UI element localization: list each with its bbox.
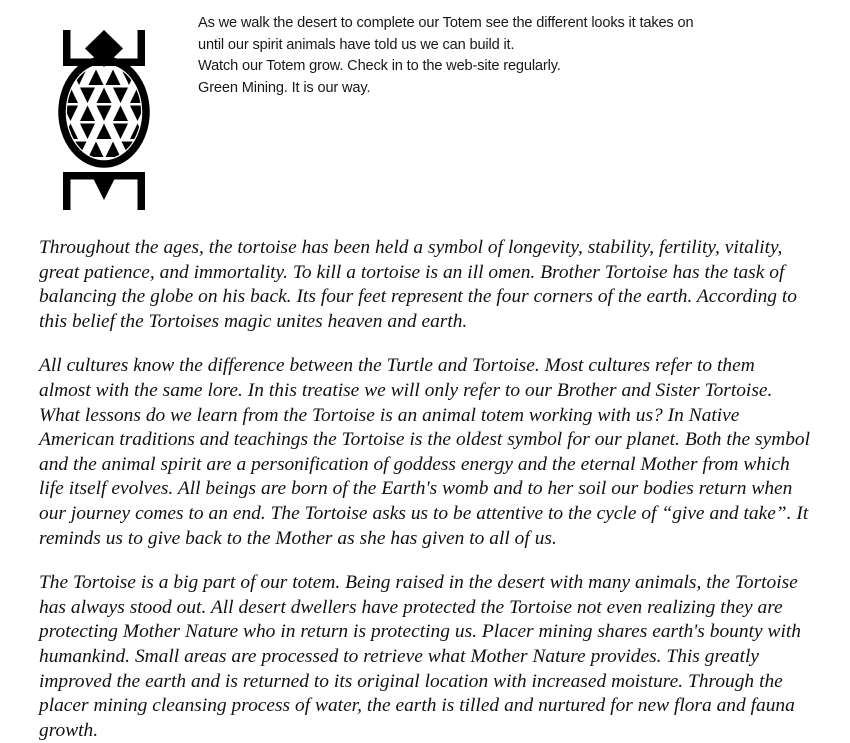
totem-logo-svg <box>52 12 156 212</box>
intro-text-block <box>198 13 818 99</box>
shell-triangle-grid-icon <box>63 70 145 158</box>
paragraph-3: The Tortoise is a big part of our totem. Being raised in the desert with many animals, the Tortoise has always stood out. All desert dwellers have protected the Tortoise not even realizing they are protecting Mother Nature who in return is protecting us. Placer mining shares earth's bounty with humankind. Small areas are processed to retrieve what Mother Nature provides. This greatly improved the earth and is returned to its original location with increased moisture. Through the placer mining cleansing process of water, the earth is tilled and nurtured for new flora and fauna growth. <box>39 572 801 741</box>
paragraph-1: Throughout the ages, the tortoise has been held a symbol of longevity, stability, fertility, vitality, great patience, and immortality. To kill a tortoise is an ill omen. Brother Tortoise has the task of balancing the globe on his back. Its four feet represent the four corners of the earth. According to this belief the Tortoises magic unites heaven and earth. <box>39 237 797 332</box>
intro-line-3: Watch our Totem grow. Check in to the web-site regularly. <box>198 58 561 74</box>
intro-line-2: until our spirit animals have told us we can build it. <box>198 36 515 53</box>
paragraph-2: All cultures know the difference between the Turtle and Tortoise. Most cultures refer to them almost with the same lore. In this treatise we will only refer to our Brother and Sister Tortoise. What lessons do we learn from the Tortoise is an animal totem working with us? In Native American traditions and teachings the Tortoise is the oldest symbol for our planet. Both the symbol and the animal spirit are a personification of goddess energy and the eternal Mother from which life itself evolves. All beings are born of the Earth's womb and to her soil our bodies return when our journey comes to an end. The Tortoise asks us to be attentive to the cycle of “give and take”. It reminds us to give back to the Mother as she has given to all of us. <box>39 355 810 549</box>
bottom-triangle-icon <box>93 178 115 200</box>
document-header <box>0 0 850 225</box>
tortoise-totem-logo <box>52 12 156 212</box>
intro-line-4: Green Mining. It is our way. <box>198 79 371 96</box>
intro-line-1: As we walk the desert to complete our Totem see the different looks it takes on <box>198 15 694 31</box>
body-copy <box>39 236 811 743</box>
